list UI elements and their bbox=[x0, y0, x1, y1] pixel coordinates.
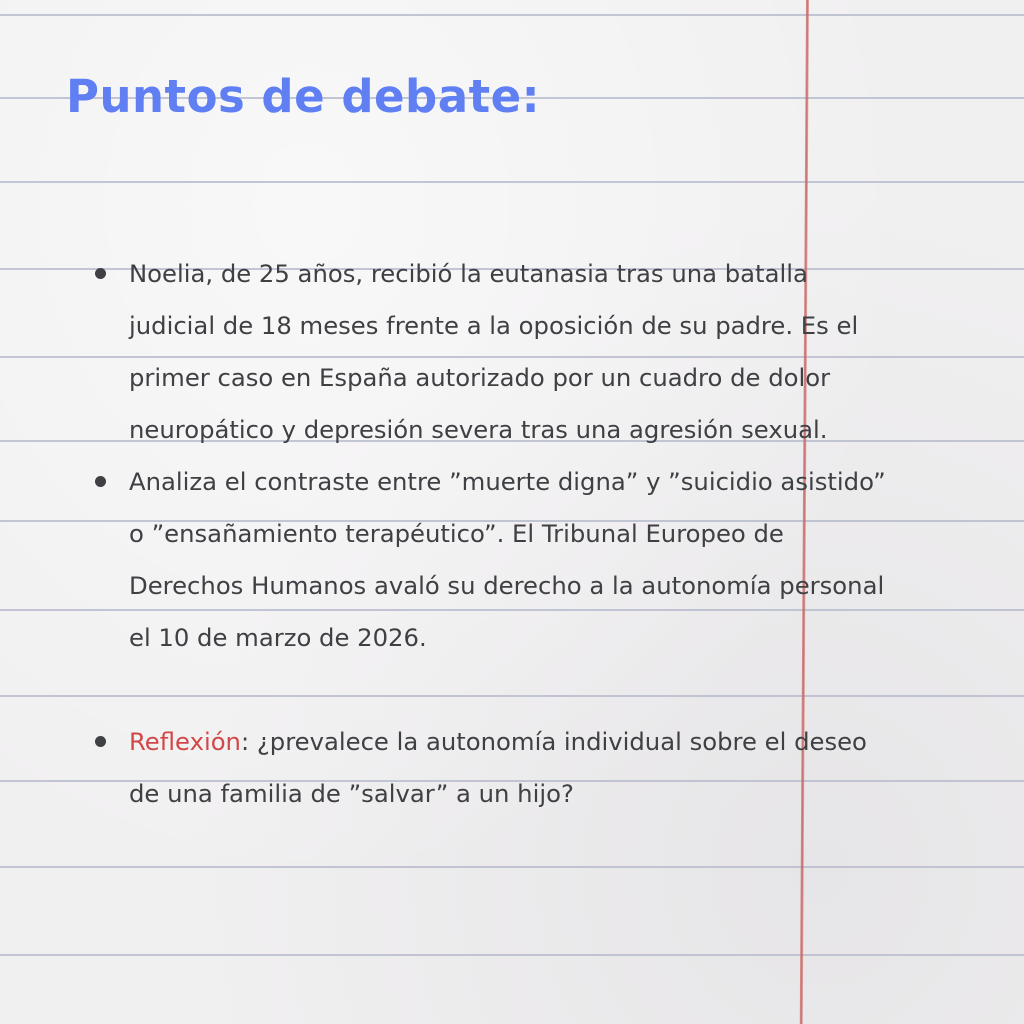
bullet-text: : ¿prevalece la autonomía individual sobre el deseo de una familia de ”salvar” a un hijo? bbox=[129, 727, 867, 808]
bullet-dot-icon bbox=[95, 476, 106, 487]
ruled-line bbox=[0, 181, 1024, 183]
list-item bbox=[95, 716, 895, 820]
bullet-dot-icon bbox=[95, 268, 106, 279]
bullet-text: Analiza el contraste entre ”muerte digna” y ”suicidio asistido” o ”ensañamiento terapéutico”. El Tribunal Europeo de Derechos Humanos avaló su derecho a la autonomía personal el 10 de marzo de 2026. bbox=[129, 467, 886, 652]
page-title: Puntos de debate: bbox=[66, 70, 541, 123]
list-item bbox=[95, 248, 895, 456]
ruled-line bbox=[0, 866, 1024, 868]
debate-points-list bbox=[95, 248, 895, 820]
ruled-line bbox=[0, 954, 1024, 956]
bullet-dot-icon bbox=[95, 736, 106, 747]
reflection-label: Reflexión bbox=[129, 727, 241, 756]
bullet-text: Noelia, de 25 años, recibió la eutanasia tras una batalla judicial de 18 meses frente a la oposición de su padre. Es el primer caso en España autorizado por un cuadro de dolor neuropático y depresión severa tras una agresión sexual. bbox=[129, 259, 859, 444]
ruled-line bbox=[0, 14, 1024, 16]
list-item bbox=[95, 456, 895, 664]
